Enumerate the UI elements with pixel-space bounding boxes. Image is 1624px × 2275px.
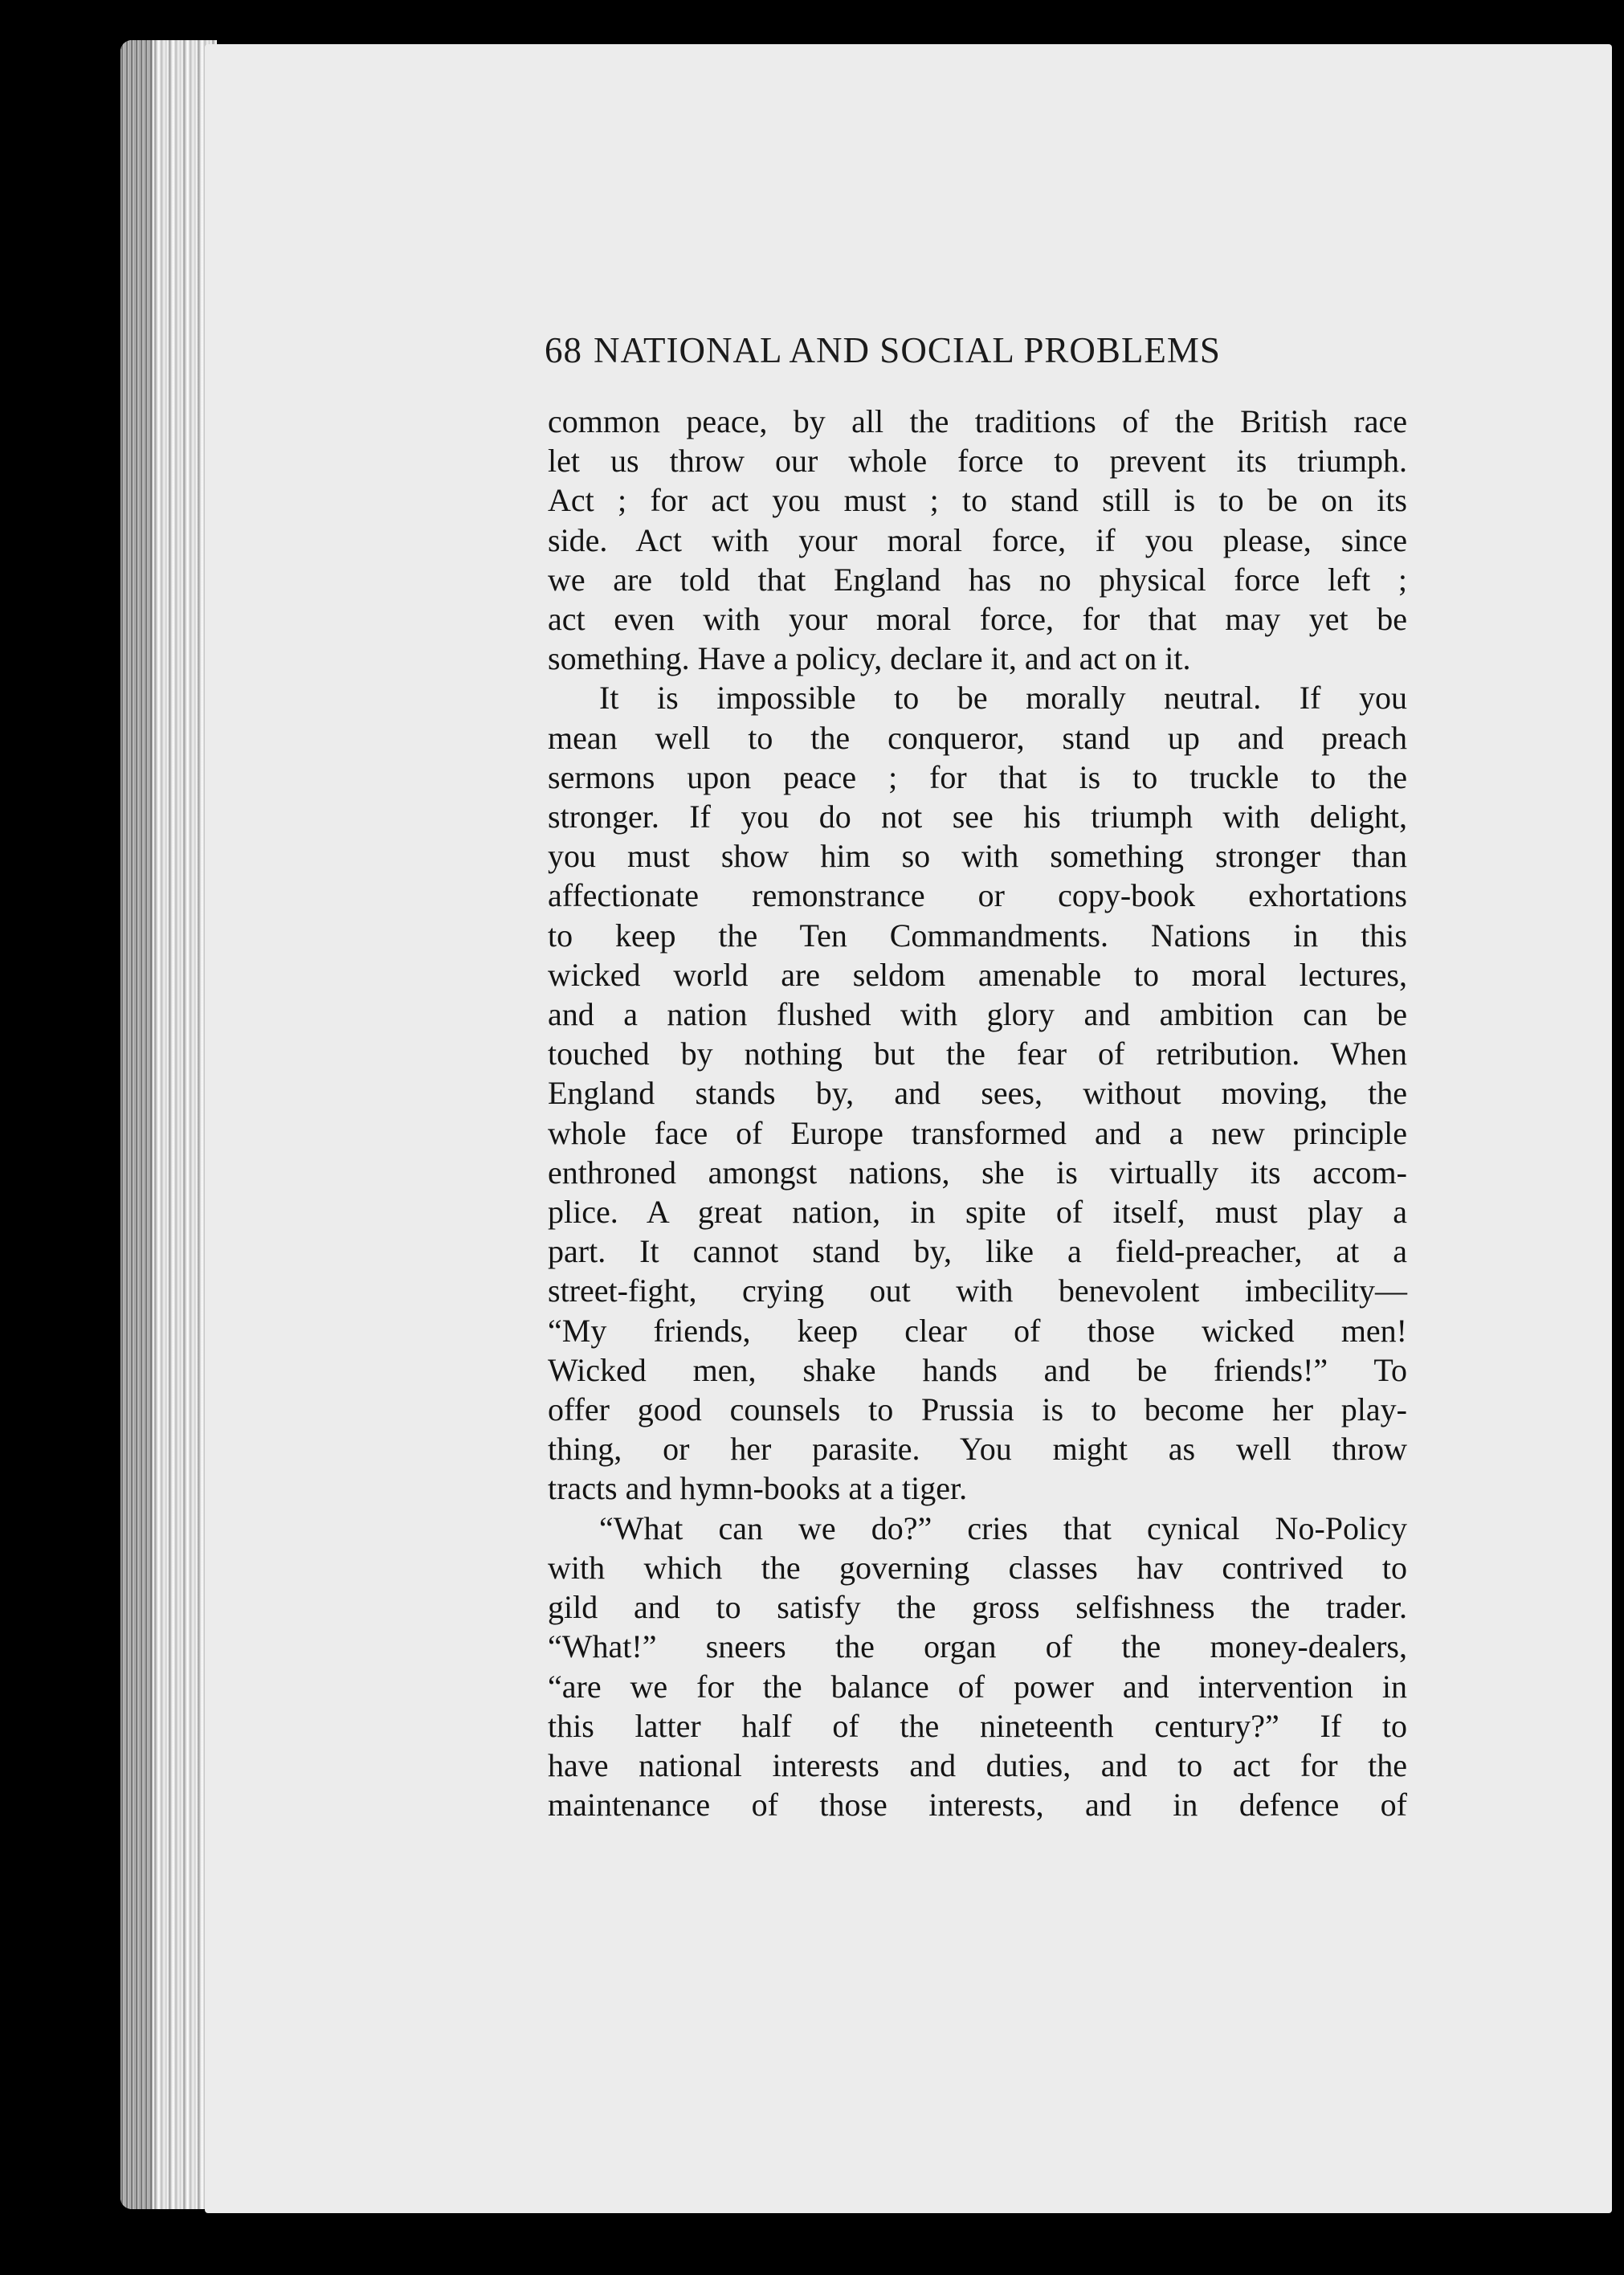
running-title: NATIONAL AND SOCIAL PROBLEMS — [594, 330, 1221, 370]
text-line: whole face of Europe transformed and a new principle — [548, 1114, 1407, 1151]
paragraph — [548, 1509, 1407, 1825]
text-line: and a nation flushed with glory and ambition can be — [548, 996, 1407, 1033]
body-text — [548, 402, 1407, 1824]
text-line: side. Act with your moral force, if you please, since — [548, 521, 1407, 558]
text-line: to keep the Ten Commandments. Nations in this — [548, 917, 1407, 954]
text-line: act even with your moral force, for that may yet be — [548, 601, 1407, 638]
text-line: “What!” sneers the organ of the money-dealers, — [548, 1628, 1407, 1665]
text-line: offer good counsels to Prussia is to become her play- — [548, 1391, 1407, 1428]
text-line: mean well to the conqueror, stand up and preach — [548, 719, 1407, 756]
text-line: wicked world are seldom amenable to moral lectures, — [548, 956, 1407, 993]
text-line: this latter half of the nineteenth century?” If to — [548, 1707, 1407, 1744]
text-line: have national interests and duties, and to act for the — [548, 1746, 1407, 1783]
text-line: “are we for the balance of power and intervention in — [548, 1668, 1407, 1705]
text-line: common peace, by all the traditions of the British race — [548, 403, 1407, 439]
text-line: enthroned amongst nations, she is virtually its accom- — [548, 1154, 1407, 1191]
text-line: stronger. If you do not see his triumph with delight, — [548, 798, 1407, 835]
running-head — [545, 329, 1412, 371]
text-line: something. Have a policy, declare it, and act on it. — [548, 640, 1191, 677]
text-line: with which the governing classes hav contrived to — [548, 1549, 1407, 1586]
text-line: sermons upon peace ; for that is to truckle to the — [548, 758, 1407, 795]
text-line: affectionate remonstrance or copy-book exhortations — [548, 877, 1407, 914]
text-line: plice. A great nation, in spite of itself, must play a — [548, 1194, 1407, 1231]
text-line: thing, or her parasite. You might as well throw — [548, 1431, 1407, 1468]
text-line: Wicked men, shake hands and be friends!” To — [548, 1351, 1407, 1388]
text-line: let us throw our whole force to prevent its triumph. — [548, 443, 1407, 480]
page-number: 68 — [545, 330, 582, 370]
text-line: “My friends, keep clear of those wicked men! — [548, 1312, 1407, 1349]
text-line: part. It cannot stand by, like a field-preacher, at a — [548, 1233, 1407, 1270]
text-line: maintenance of those interests, and in defence of — [548, 1787, 1407, 1824]
text-line: we are told that England has no physical force left ; — [548, 561, 1407, 598]
text-line: “What can we do?” cries that cynical No-Policy — [599, 1509, 1407, 1546]
text-line: It is impossible to be morally neutral. If you — [599, 680, 1407, 717]
paragraph — [548, 678, 1407, 1508]
text-line: gild and to satisfy the gross selfishness the trader. — [548, 1589, 1407, 1626]
text-line: England stands by, and sees, without moving, the — [548, 1075, 1407, 1112]
paragraph — [548, 402, 1407, 678]
text-line: tracts and hymn-books at a tiger. — [548, 1470, 968, 1507]
text-line: street-fight, crying out with benevolent imbecility— — [548, 1272, 1407, 1309]
text-line: you must show him so with something stronger than — [548, 838, 1407, 875]
text-line: touched by nothing but the fear of retribution. When — [548, 1035, 1407, 1072]
book-page-edges — [120, 40, 217, 2209]
text-line: Act ; for act you must ; to stand still is to be on its — [548, 482, 1407, 519]
